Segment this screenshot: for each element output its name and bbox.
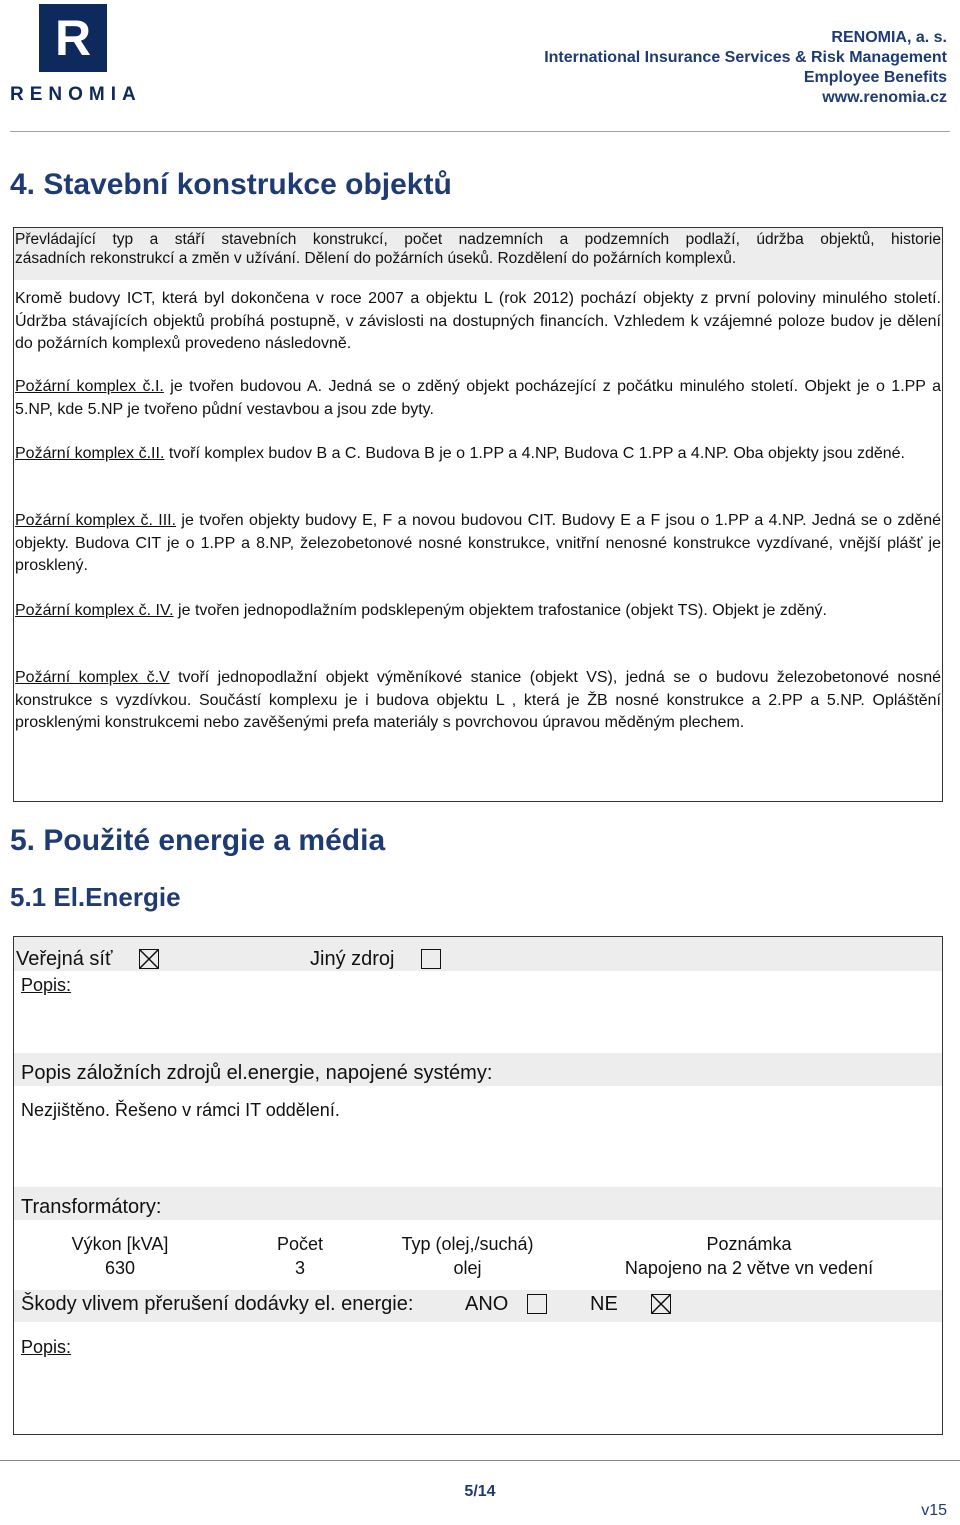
complex-1-text: je tvořen budovou A. Jedná se o zděný objekt pocházející z počátku minulého století. Objekt je o 1.PP a 5.NP, kde 5.NP je tvořeno půdní vestavbou a jsou zde byty.: [15, 378, 942, 418]
table-cell-power: 630: [104, 1258, 136, 1278]
table-cell-type: olej: [453, 1258, 482, 1278]
complex-3: [15, 510, 941, 578]
backup-value: Nezjištěno. Řešeno v rámci IT oddělení.: [21, 1100, 340, 1120]
complex-1-label: Požární komplex č.I.: [15, 378, 164, 395]
complex-4: [15, 600, 941, 623]
complex-5-label: Požární komplex č.V: [15, 669, 170, 686]
complex-4-label: Požární komplex č. IV.: [15, 602, 174, 619]
section4-intro-line1: Převládající typ a stáří stavebních konstrukcí, počet nadzemních a podzemních podlaží, údržba objektů, historie: [15, 231, 941, 248]
other-source-checkbox[interactable]: [421, 949, 441, 969]
section4-intro-line2: zásadních rekonstrukcí a změn v užívání. Dělení do požárních úseků. Rozdělení do požárních komplexů.: [15, 250, 737, 267]
page-number: 5/14: [464, 1483, 496, 1500]
public-grid-label: Veřejná síť: [16, 948, 113, 970]
header-company: RENOMIA, a. s.: [831, 29, 947, 46]
section4-heading: 4. Stavební konstrukce objektů: [10, 168, 452, 201]
popis-1-label: Popis:: [21, 975, 72, 995]
section4-paragraph: Kromě budovy ICT, která byl dokončena v roce 2007 a objektu L (rok 2012) pochází objekty z první poloviny minulého století. Údržba stávajících objektů probíhá postupně, v závislosti na dostupných financích. Vzhledem k vzájemné poloze budov je dělení do požárních komplexů provedeno následovně.: [15, 290, 941, 352]
complex-2: [15, 443, 941, 466]
table-header-power: Výkon [kVA]: [71, 1234, 169, 1254]
other-source-label: Jiný zdroj: [310, 948, 395, 970]
empty-box-icon: [527, 1294, 547, 1314]
logo-wordmark: RENOMIA: [10, 84, 142, 105]
checked-box-icon: [651, 1294, 671, 1314]
header-services: International Insurance Services & Risk Management: [544, 49, 947, 66]
damage-label: Škody vlivem přerušení dodávky el. energie:: [21, 1293, 414, 1315]
section5-box: [13, 936, 943, 1435]
transformers-label: Transformátory:: [21, 1196, 162, 1218]
complex-4-text: je tvořen jednopodlažním podsklepeným objektem trafostanice (objekt TS). Objekt je zděný.: [173, 602, 827, 619]
ano-label: ANO: [465, 1293, 509, 1315]
table-header-count: Počet: [276, 1234, 324, 1254]
header-website[interactable]: www.renomia.cz: [822, 89, 947, 106]
checked-box-icon: [139, 949, 159, 969]
section5-1-heading: 5.1 El.Energie: [10, 882, 181, 912]
complex-5-text: tvoří jednopodlažní objekt výměníkové stanice (objekt VS), jedná se o budovu železobetonové nosné konstrukce s vyzdívkou. Součástí komplexu je i budova objektu L , která je ŽB nosné konstrukce a 2.PP a 5.NP. Opláštění prosklenými konstrukcemi nebo zavěšenými prefa materiály s povrchovou úpravou měděným plechem.: [15, 669, 941, 731]
complex-2-label: Požární komplex č.II.: [15, 445, 165, 462]
table-header-note: Poznámka: [706, 1234, 792, 1254]
table-cell-note: Napojeno na 2 větve vn vedení: [624, 1258, 874, 1278]
complex-3-label: Požární komplex č. III.: [15, 512, 177, 529]
table-cell-count: 3: [294, 1258, 305, 1278]
complex-5: [15, 667, 941, 735]
backup-label: Popis záložních zdrojů el.energie, napojené systémy:: [21, 1062, 493, 1084]
public-grid-checkbox[interactable]: [139, 949, 159, 969]
version-label: v15: [921, 1502, 947, 1519]
table-header-type: Typ (olej,/suchá): [401, 1234, 534, 1254]
popis-2-label: Popis:: [21, 1337, 72, 1357]
footer-rule: [0, 1460, 960, 1461]
logo-letter: R: [54, 10, 92, 66]
complex-3-text: je tvořen objekty budovy E, F a novou budovou CIT. Budovy E a F jsou o 1.PP a 4.NP. Jedná se o zděné objekty. Budova CIT je o 1.PP a 8.NP, železobetonové nosné konstrukce, vnitřní nenosné konstrukce vyzdívané, vnější plášť je prosklený.: [15, 512, 942, 574]
complex-2-text: tvoří komplex budov B a C. Budova B je o 1.PP a 4.NP, Budova C 1.PP a 4.NP. Oba objekty jsou zděné.: [164, 445, 905, 462]
header-rule: [10, 131, 950, 132]
ne-label: NE: [590, 1293, 618, 1315]
ne-checkbox[interactable]: [651, 1294, 671, 1314]
ano-checkbox[interactable]: [527, 1294, 547, 1314]
empty-box-icon: [421, 949, 441, 969]
header-benefits: Employee Benefits: [803, 69, 947, 86]
complex-1: [15, 376, 941, 421]
section5-heading: 5. Použité energie a média: [10, 824, 386, 857]
